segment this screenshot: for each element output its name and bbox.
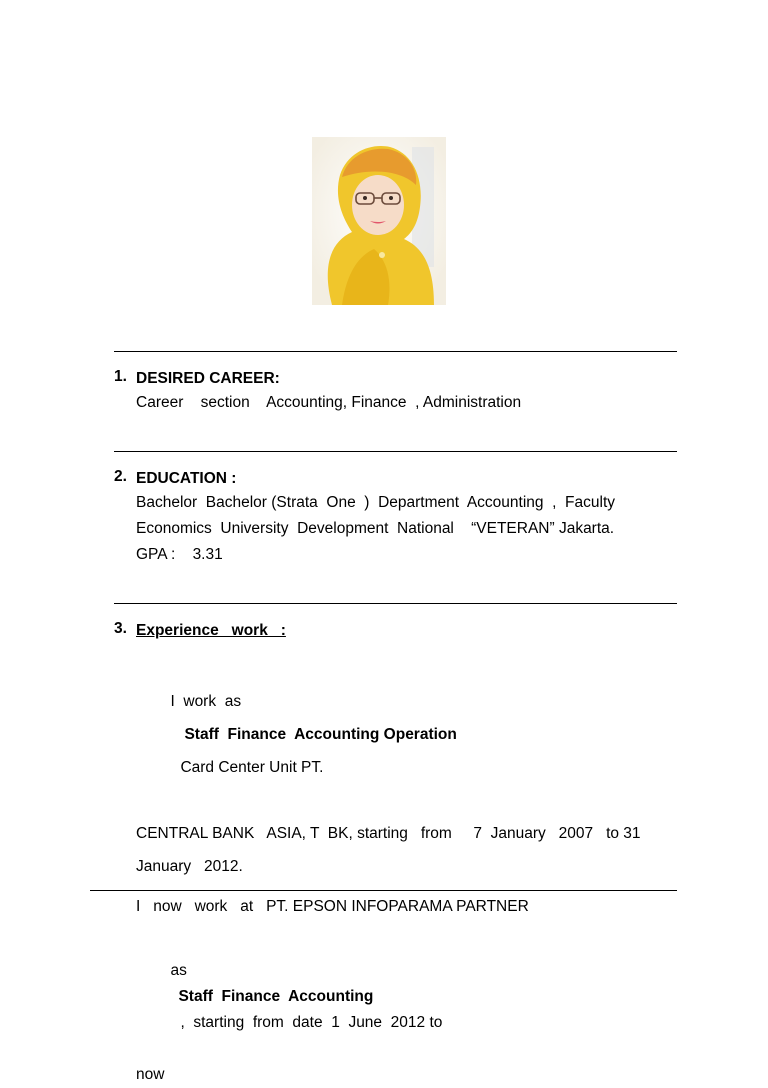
section-number: 2. [114,468,127,485]
divider [114,603,677,604]
section-heading: DESIRED CAREER: [136,370,280,387]
experience-text: Card Center Unit PT. [180,759,324,776]
divider [114,451,677,452]
experience-text: I work as [170,693,242,710]
section-desired-career [114,368,677,416]
education-line: Economics University Development National “VETERAN” Jakarta. [136,520,615,537]
experience-paragraph-3 [136,932,677,1088]
career-text: Career section Accounting, Finance , Administration [136,394,522,411]
experience-text: I now work at PT. EPSON INFOPARAMA PARTNER [136,898,529,915]
experience-text: as [170,962,187,979]
experience-text: CENTRAL BANK ASIA, T BK, starting from 7 January 2007 to 31 [136,825,641,842]
section-heading: Experience work : [136,622,286,639]
divider [114,351,677,352]
section-experience [114,620,677,1088]
experience-text: January 2012. [136,858,243,875]
education-line: Bachelor Bachelor (Strata One ) Department Accounting , Faculty [136,494,616,511]
section-number: 3. [114,620,127,637]
experience-paragraph-1 [136,652,677,883]
job-title: Staff Finance Accounting Operation [184,726,457,743]
experience-text: now [136,1066,165,1083]
job-title: Staff Finance Accounting [178,988,374,1005]
profile-photo [312,137,446,305]
education-gpa: GPA : 3.31 [136,546,223,563]
section-number: 1. [114,368,127,385]
section-education [114,468,677,568]
section-heading: EDUCATION : [136,470,237,487]
experience-text: , starting from date 1 June 2012 to [180,1014,443,1031]
